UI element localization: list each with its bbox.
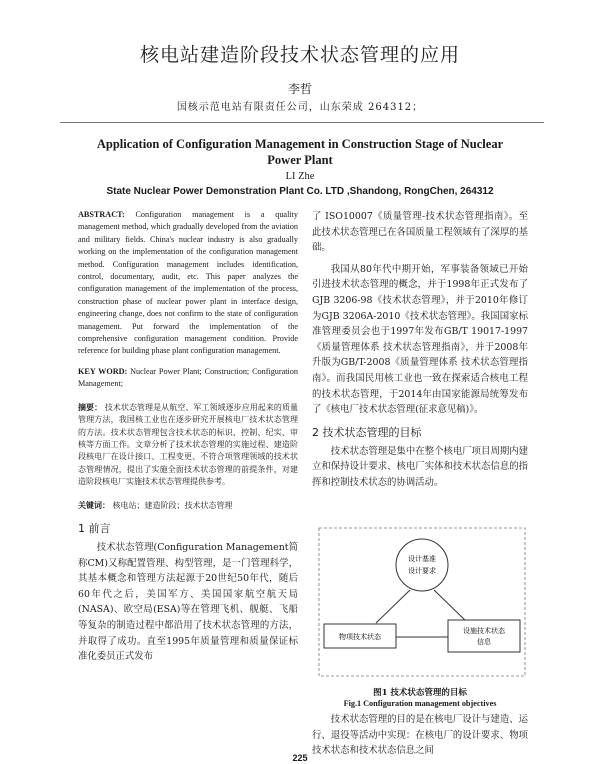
right-paragraph-1: 了 ISO10007《质量管理-技术状态管理指南》。至此技术状态管理已在各国质量工程领域有了深厚的基础。 [312,211,528,254]
design-requirements-label: 设计要求 [408,567,436,575]
abstract-cn-text: 技术状态管理是从航空、军工领域逐步应用起来的质量管理方法，我国核工业也在逐步研究开展核电厂技术状态管理的方法。技术状态管理包含技术状态的标识、控制、纪实、审核等方面工作。文章分析了技术状态管理的实施过程、建造阶段核电厂在设计接口、工程变更、不符合项管理领域的技术状态管理情况，提出了实施全面技术状态管理的前提条件，对建造阶段核电厂实施技术状态管理提供参考。 [78,402,299,487]
section-1-paragraph: 技术状态管理(Configuration Management简称CM)又称配置管理、构型管理，是一门管理科学，其基本概念和管理方法起源于20世纪50年代，随后60年代之后，美国军方、美国国家航空航天局(NASA)、欧空局(ESA)等在管理飞机、舰艇、飞船等复杂的制造过程中都沿用了技术状态管理的方法，并取得了成功。直至1995年质量管理和质量保证标准化委员正式发布 [78,541,298,663]
abstract-cn-label: 摘要： [78,401,103,412]
left-column [78,209,298,665]
abstract-en-label: ABSTRACT: [78,210,125,219]
author-en: LI Zhe [285,171,315,182]
link-top-left [376,590,410,623]
figure-1-caption-cn: 图1 技术状态管理的目标 [373,688,467,698]
keywords-cn [78,499,298,512]
page-number: 225 [292,753,308,763]
keywords-en-text: Nuclear Power Plant; Construction; Configuration Management; [78,366,298,389]
config-info-box [448,620,520,652]
link-top-right [434,590,468,623]
right-column [312,209,528,491]
section-2-heading: 2 技术状态管理的目标 [312,425,422,439]
bottom-paragraph: 技术状态管理的目的是在核电厂设计与建造、运行、退役等活动中实现：在核电厂的设计要求、物项技术状态和技术状态信息之间 [312,714,528,757]
config-info-label-2: 信息 [477,638,491,646]
abstract-en-text: Configuration management is a quality management method, which gradually developed from the aviation and military fields. China's nuclear industry is also gradually working on the implementation of the configuration management method. Configuration management includes identification, control, documentary, audit, etc. This paper analyzes the configuration management of the implementation of the process, construction phase of nuclear power plant in interface design, engineering change, does not confirm to the state of configuration management. Put forward the implementation of the comprehensive configuration management condition. Provide reference for building phase plant configuration management. [78,210,298,356]
right-paragraph-2: 我国从80年代中期开始，军事装备领域已开始引进技术状态管理的概念，并于1998年正式发布了GJB 3206-98《技术状态管理》，并于2010年修订为GJB 3206A-2010《技术状态管理》。我国国家标准管理委员会也于1997年发布GB/T 19017-1997《质量管理体系 技术状态管理指南》，并于2008年升版为GB/T-2008《质量管理体系 技术状态管理指南》。而我国民用核工业也一致在探索适合核电工程的技术状态管理，于2014年由国家能源局统筹发布了《核电厂技术状态管理(征求意见稿)》。 [312,263,528,416]
abstract-en [78,209,298,358]
section-2-paragraph: 技术状态管理是集中在整个核电厂项目周期内建立和保持设计要求、核电厂实体和技术状态信息的指挥和控制技术状态的协调活动。 [312,445,528,488]
keywords-en-label: KEY WORD: [78,366,128,376]
page-title: 核电站建造阶段技术状态管理的应用 [139,44,460,66]
section-1-heading: 1 前言 [78,521,111,535]
title-en-line-1: Application of Configuration Management in Construction Stage of Nuclear [96,137,504,151]
config-info-label-1: 设施技术状态 [463,627,505,635]
keywords-cn-text: 核电站；建造阶段；技术状态管理 [112,500,233,510]
design-basis-circle [396,539,448,591]
affiliation-en: State Nuclear Power Demonstration Plant Co. LTD ,Shandong, RongChen, 264312 [106,186,494,197]
author-cn: 李哲 [287,82,312,96]
keywords-en [78,366,298,391]
title-divider [60,122,544,123]
abstract-cn [78,401,298,489]
keywords-cn-label: 关键词： [78,499,110,510]
title-en [70,136,530,168]
affiliation-cn: 国核示范电站有限责任公司，山东荣成 264312； [176,102,424,113]
design-basis-label: 设计基准 [408,555,436,563]
physical-config-label: 物项技术状态 [339,633,381,641]
title-en-line-2: Power Plant [267,153,333,167]
figure-1-caption-en: Fig.1 Configuration management objectives [343,699,497,708]
figure-1-diagram [318,527,526,677]
